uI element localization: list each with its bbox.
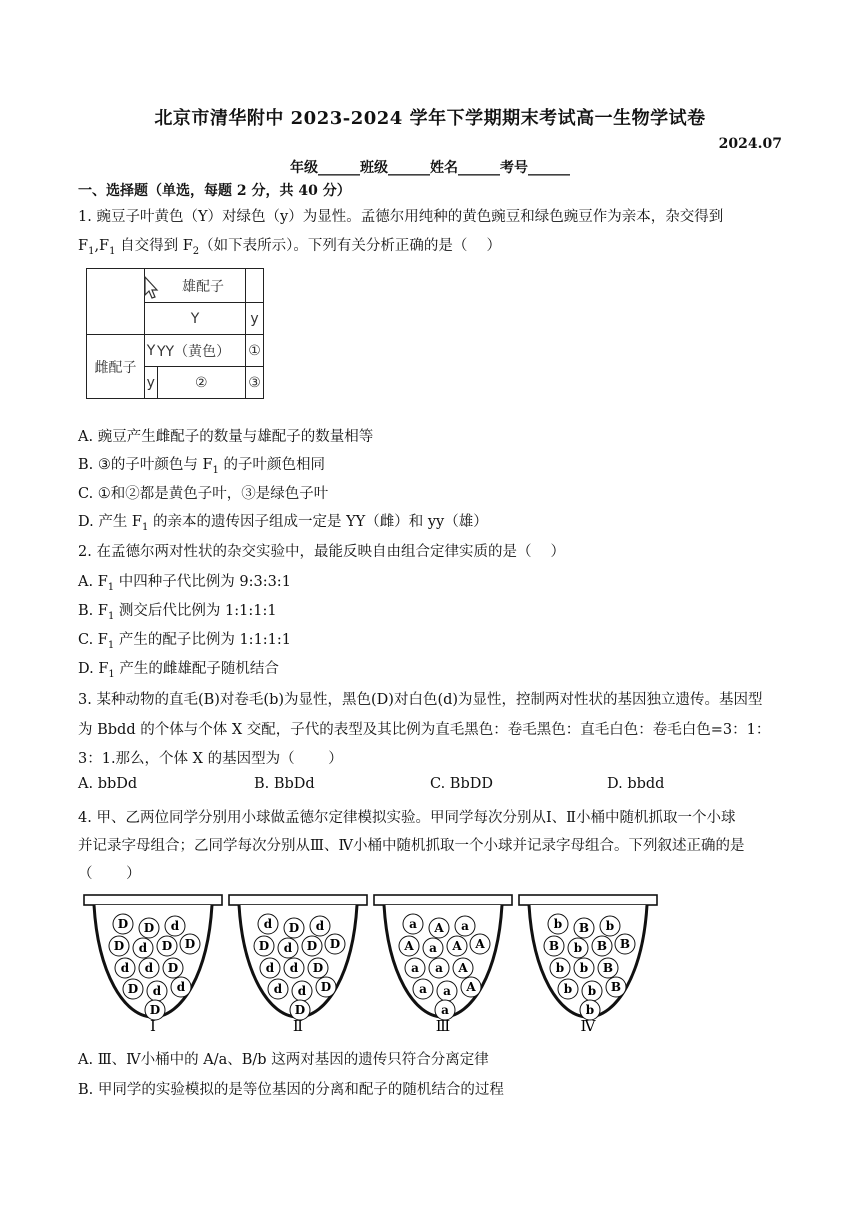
- q2-stem: 2. 在孟德尔两对性状的杂交实验中，最能反映自由组合定律实质的是（ ）: [78, 544, 566, 560]
- q4-option-a: A. Ⅲ、Ⅳ小桶中的 A/a、B/b 这两对基因的遗传只符合分离定律: [78, 1052, 489, 1068]
- q2-option-c: C. $F_1$ 产生的配子比例为 1:1:1:1: [78, 632, 292, 651]
- ball-letter: a: [429, 941, 437, 955]
- ball-letter: B: [578, 921, 590, 935]
- row-header-y: y: [145, 367, 158, 399]
- ball-letter: D: [117, 917, 129, 931]
- q3-option-a: A. bbDd: [78, 776, 138, 792]
- ball-letter: a: [419, 982, 427, 996]
- ball-letter: D: [161, 939, 173, 953]
- ball-letter: d: [315, 919, 325, 933]
- ball-letter: d: [120, 961, 130, 975]
- female-gamete-header: 雌配子: [87, 335, 145, 399]
- ball-letter: d: [283, 941, 293, 955]
- q4-stem-line2: 并记录字母组合；乙同学每次分别从Ⅲ、Ⅳ小桶中随机抓取一个小球并记录字母组合。下列叙述正确的是: [78, 838, 745, 854]
- bucket-label: Ⅲ: [435, 1017, 451, 1033]
- q1-option-b: B. ③的子叶颜色与 $F_1$ 的子叶颜色相同: [78, 457, 326, 476]
- ball-letter: D: [127, 982, 139, 996]
- ball-letter: a: [435, 961, 443, 975]
- ball-letter: B: [548, 939, 560, 953]
- q3-option-b: B. BbDd: [254, 776, 315, 792]
- ball-letter: b: [585, 1003, 595, 1017]
- male-gamete-header: 雄配子: [145, 269, 246, 303]
- ball-letter: d: [263, 917, 273, 931]
- ball-letter: D: [143, 921, 155, 935]
- ball-letter: D: [113, 939, 125, 953]
- q3-option-d: D. bbdd: [607, 776, 665, 792]
- q4-option-b: B. 甲同学的实验模拟的是等位基因的分离和配子的随机结合的过程: [78, 1082, 504, 1098]
- q1-stem-line1: 1. 豌豆子叶黄色（Y）对绿色（y）为显性。孟德尔用纯种的黄色豌豆和绿色豌豆作为亲本，杂交得到: [78, 209, 724, 225]
- ball-letter: A: [452, 939, 462, 953]
- ball-letter: D: [184, 937, 196, 951]
- ball-letter: d: [297, 984, 307, 998]
- bucket-2: [229, 895, 367, 1033]
- ball-letter: D: [288, 921, 300, 935]
- ball-letter: B: [596, 939, 608, 953]
- q4-stem-line3: （ ）: [78, 866, 141, 882]
- ball-letter: b: [587, 984, 597, 998]
- bucket-3: [374, 895, 512, 1033]
- ball-letter: A: [466, 980, 476, 994]
- ball-letter: b: [573, 941, 583, 955]
- q2-option-d: D. $F_1$ 产生的雌雄配子随机结合: [78, 661, 279, 680]
- q1-option-d: D. 产生 $F_1$ 的亲本的遗传因子组成一定是 YY（雌）和 yy（雄）: [78, 514, 488, 533]
- ball-letter: d: [176, 980, 186, 994]
- bucket-rim: [519, 895, 657, 905]
- bucket-figure: [78, 893, 678, 1033]
- col-header-Y: Y: [145, 303, 246, 335]
- ball-letter: a: [411, 961, 419, 975]
- punnett-table: [86, 268, 264, 399]
- ball-letter: B: [602, 961, 614, 975]
- bucket-rim: [229, 895, 367, 905]
- ball-letter: d: [289, 961, 299, 975]
- ball-letter: D: [306, 939, 318, 953]
- exam-date: 2024.07: [718, 136, 782, 152]
- ball-letter: b: [553, 917, 563, 931]
- section-heading: 一、选择题（单选，每题 2 分，共 40 分）: [78, 183, 351, 199]
- cell-3: ③: [246, 367, 264, 399]
- ball-letter: d: [273, 982, 283, 996]
- ball-letter: D: [294, 1003, 306, 1017]
- cell-YY: YY（黄色）: [157, 335, 246, 367]
- bucket-rim: [84, 895, 222, 905]
- ball-letter: a: [441, 1003, 449, 1017]
- ball-letter: d: [170, 919, 180, 933]
- bucket-label: Ⅱ: [292, 1017, 304, 1033]
- q3-stem-line3: 3：1.那么，个体 X 的基因型为（ ）: [78, 751, 343, 767]
- ball-letter: b: [605, 919, 615, 933]
- q3-stem-line1: 3. 某种动物的直毛(B)对卷毛(b)为显性，黑色(D)对白色(d)为显性，控制两对性状的基因独立遗传。基因型: [78, 692, 763, 708]
- ball-letter: d: [138, 941, 148, 955]
- bucket-1: [84, 895, 222, 1033]
- bucket-rim: [374, 895, 512, 905]
- bucket-label: Ⅳ: [580, 1017, 596, 1033]
- ball-letter: b: [579, 961, 589, 975]
- q1-option-c: C. ①和②都是黄色子叶，③是绿色子叶: [78, 486, 329, 502]
- bucket-label: Ⅰ: [150, 1017, 156, 1033]
- ball-letter: b: [563, 982, 573, 996]
- bucket-4: [519, 895, 657, 1033]
- ball-letter: D: [312, 961, 324, 975]
- exam-title: 北京市清华附中 2023-2024 学年下学期期末考试高一生物学试卷: [154, 108, 706, 129]
- ball-letter: d: [144, 961, 154, 975]
- ball-letter: d: [152, 984, 162, 998]
- ball-letter: a: [443, 984, 451, 998]
- q4-stem-line1: 4. 甲、乙两位同学分别用小球做孟德尔定律模拟实验。甲同学每次分别从Ⅰ、Ⅱ小桶中随机抓取一个小球: [78, 810, 736, 826]
- q2-option-b: B. $F_1$ 测交后代比例为 1:1:1:1: [78, 603, 277, 622]
- ball-letter: A: [434, 921, 444, 935]
- q2-option-a: A. $F_1$ 中四种子代比例为 9:3:3:1: [78, 574, 291, 593]
- ball-letter: A: [475, 937, 485, 951]
- student-info-line: 年级______班级______姓名______考号______: [290, 160, 570, 176]
- ball-letter: a: [461, 919, 469, 933]
- cell-2: ②: [157, 367, 246, 399]
- q3-option-c: C. BbDD: [430, 776, 493, 792]
- ball-letter: D: [329, 937, 341, 951]
- ball-letter: d: [265, 961, 275, 975]
- q3-stem-line2: 为 Bbdd 的个体与个体 X 交配，子代的表型及其比例为直毛黑色：卷毛黑色：直毛白色：卷毛白色=3：1：: [78, 722, 771, 738]
- ball-letter: A: [458, 961, 468, 975]
- ball-letter: D: [258, 939, 270, 953]
- q1-stem-line2: $F_1,F_1$ 自交得到 $F_2$（如下表所示）。下列有关分析正确的是（ ）: [78, 238, 501, 257]
- ball-letter: b: [555, 961, 565, 975]
- cell-1: ①: [246, 335, 264, 367]
- ball-letter: D: [149, 1003, 161, 1017]
- ball-letter: B: [610, 980, 622, 994]
- ball-letter: D: [320, 980, 332, 994]
- q1-option-a: A. 豌豆产生雌配子的数量与雄配子的数量相等: [78, 429, 374, 445]
- ball-letter: D: [167, 961, 179, 975]
- row-header-Y: Y: [145, 335, 158, 367]
- col-header-y: y: [246, 303, 264, 335]
- ball-letter: B: [619, 937, 631, 951]
- ball-letter: a: [409, 917, 417, 931]
- cursor-icon: [143, 276, 159, 300]
- ball-letter: A: [404, 939, 414, 953]
